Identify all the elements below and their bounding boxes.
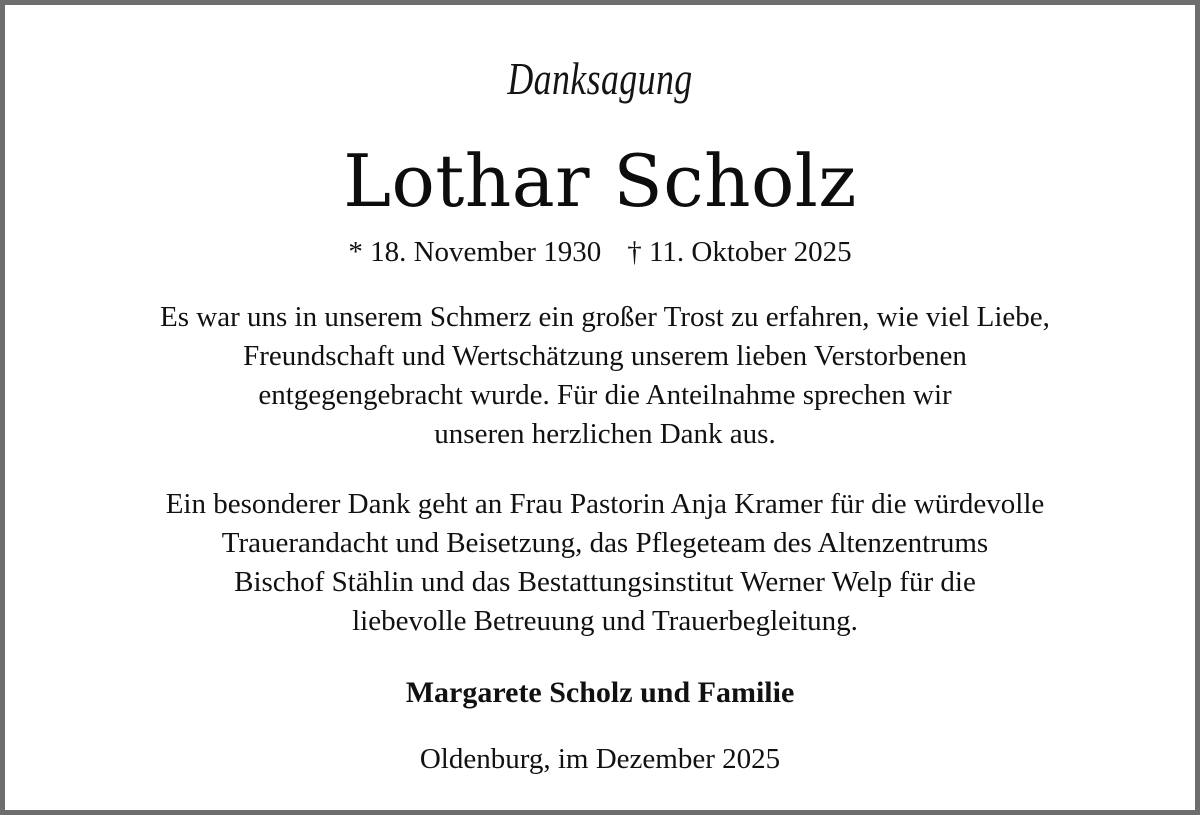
deceased-name: Lothar Scholz [343,139,857,223]
paragraph-line: Ein besonderer Dank geht an Frau Pastorin Anja Kramer für die würdevolle [165,488,1045,520]
special-thanks-paragraph [65,485,1145,641]
paragraph-line: Es war uns in unserem Schmerz ein großer Trost zu erfahren, wie viel Liebe, [160,301,1050,333]
paragraph-line: Bischof Stählin und das Bestattungsinstitut Werner Welp für die [234,566,976,598]
life-dates [5,234,1195,270]
signature: Margarete Scholz und Familie [405,676,795,709]
place-date: Oldenburg, im Dezember 2025 [419,743,781,775]
birth-date: * 18. November 1930 [348,236,602,268]
paragraph-line: Freundschaft und Wertschätzung unserem lieben Verstorbenen [243,340,967,372]
paragraph-line: liebevolle Betreuung und Trauerbegleitung. [352,605,858,637]
death-date: † 11. Oktober 2025 [627,236,852,268]
notice-heading: Danksagung [507,53,693,104]
paragraph-line: entgegengebracht wurde. Für die Anteilnahme sprechen wir [258,379,952,411]
paragraph-line: Trauerandacht und Beisetzung, das Pflegeteam des Altenzentrums [221,527,989,559]
paragraph-line: unseren herzlichen Dank aus. [434,418,776,450]
thanks-paragraph [65,298,1145,454]
